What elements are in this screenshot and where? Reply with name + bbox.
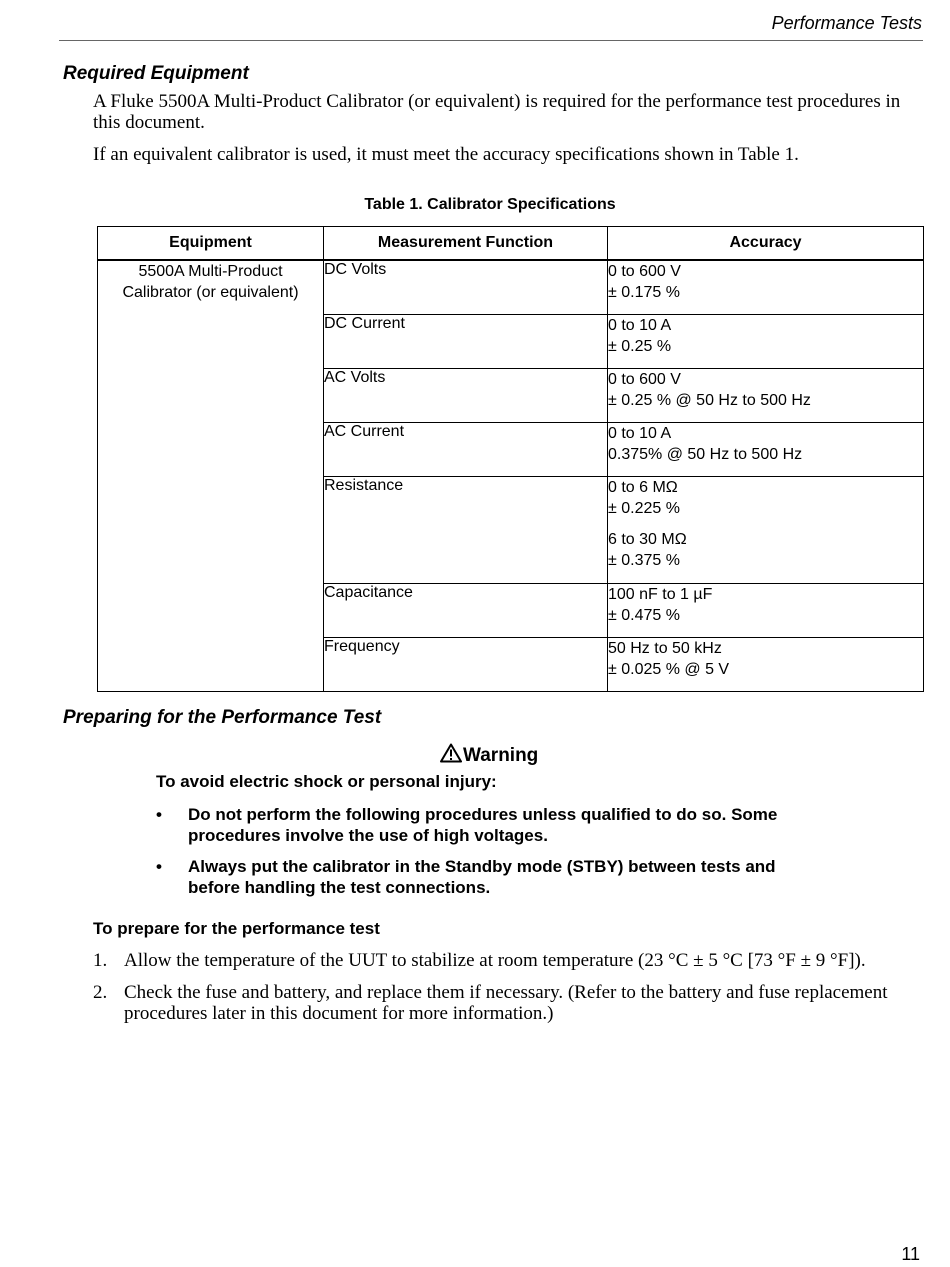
body-paragraph: If an equivalent calibrator is used, it must meet the accuracy specifications shown in Table 1. <box>93 144 799 165</box>
accuracy-cell <box>608 260 924 314</box>
warning-intro: To avoid electric shock or personal injury: <box>156 772 497 791</box>
warning-bullet <box>156 856 828 898</box>
function-cell: DC Current <box>324 314 608 368</box>
function-cell: Capacitance <box>324 583 608 637</box>
accuracy-line: 100 nF to 1 µF <box>608 585 713 603</box>
body-paragraph: A Fluke 5500A Multi-Product Calibrator (or equivalent) is required for the performance test procedures in this document. <box>93 91 901 133</box>
step-text: Allow the temperature of the UUT to stabilize at room temperature (23 °C ± 5 °C [73 °F ± 9 °F]). <box>124 950 866 971</box>
function-cell: Frequency <box>324 637 608 691</box>
column-header-equipment: Equipment <box>98 227 324 261</box>
function-cell: AC Volts <box>324 368 608 422</box>
accuracy-line: ± 0.025 % @ 5 V <box>608 660 730 678</box>
accuracy-cell <box>608 368 924 422</box>
function-cell: Resistance <box>324 476 608 583</box>
step-number: 2. <box>93 982 108 1003</box>
equipment-cell <box>98 260 324 691</box>
calibrator-spec-table <box>97 226 924 692</box>
accuracy-line: 0 to 10 A <box>608 424 672 442</box>
equipment-line: 5500A Multi-Product <box>138 263 283 280</box>
accuracy-line: 0.375% @ 50 Hz to 500 Hz <box>608 445 803 463</box>
page-number: 11 <box>901 1244 920 1264</box>
accuracy-line: 50 Hz to 50 kHz <box>608 639 722 657</box>
warning-bullet-text: Always put the calibrator in the Standby mode (STBY) between tests and before handling the test connections. <box>188 857 776 897</box>
table-header-row <box>98 227 924 261</box>
table-row <box>98 260 924 314</box>
accuracy-cell <box>608 314 924 368</box>
warning-triangle-icon <box>440 743 462 763</box>
accuracy-cell <box>608 637 924 691</box>
equipment-line: Calibrator (or equivalent) <box>122 284 299 301</box>
accuracy-line: 0 to 6 MΩ <box>608 478 678 496</box>
step-text: Check the fuse and battery, and replace them if necessary. (Refer to the battery and fuse replacement procedures later in this document for more information.) <box>124 982 888 1024</box>
warning-bullet-text: Do not perform the following procedures unless qualified to do so. Some procedures involve the use of high voltages. <box>188 805 778 845</box>
section-heading-required-equipment: Required Equipment <box>63 63 249 84</box>
accuracy-line: 6 to 30 MΩ <box>608 530 687 548</box>
running-header: Performance Tests <box>771 13 922 33</box>
accuracy-cell <box>608 422 924 476</box>
accuracy-line: ± 0.375 % <box>608 551 680 569</box>
bullet-marker: • <box>156 857 162 876</box>
accuracy-line: ± 0.175 % <box>608 284 680 301</box>
accuracy-line: 0 to 600 V <box>608 263 681 280</box>
section-heading-preparing: Preparing for the Performance Test <box>63 707 382 728</box>
warning-bullet <box>156 804 828 846</box>
accuracy-line: ± 0.475 % <box>608 606 680 624</box>
warning-title-text: Warning <box>463 745 539 766</box>
column-header-function: Measurement Function <box>324 227 608 261</box>
procedure-step <box>93 950 924 971</box>
table-caption: Table 1. Calibrator Specifications <box>364 196 616 213</box>
procedure-step <box>93 982 924 1024</box>
accuracy-line: 0 to 600 V <box>608 370 681 388</box>
accuracy-line: ± 0.225 % <box>608 499 680 517</box>
step-number: 1. <box>93 950 108 971</box>
function-cell: DC Volts <box>324 260 608 314</box>
column-header-accuracy: Accuracy <box>608 227 924 261</box>
function-cell: AC Current <box>324 422 608 476</box>
header-rule <box>59 40 923 41</box>
accuracy-line: ± 0.25 % <box>608 337 672 355</box>
accuracy-cell <box>608 476 924 583</box>
accuracy-line: 0 to 10 A <box>608 316 672 334</box>
accuracy-line: ± 0.25 % @ 50 Hz to 500 Hz <box>608 391 811 409</box>
bullet-marker: • <box>156 805 162 824</box>
accuracy-cell <box>608 583 924 637</box>
procedure-heading: To prepare for the performance test <box>93 919 380 938</box>
warning-title <box>440 743 538 767</box>
